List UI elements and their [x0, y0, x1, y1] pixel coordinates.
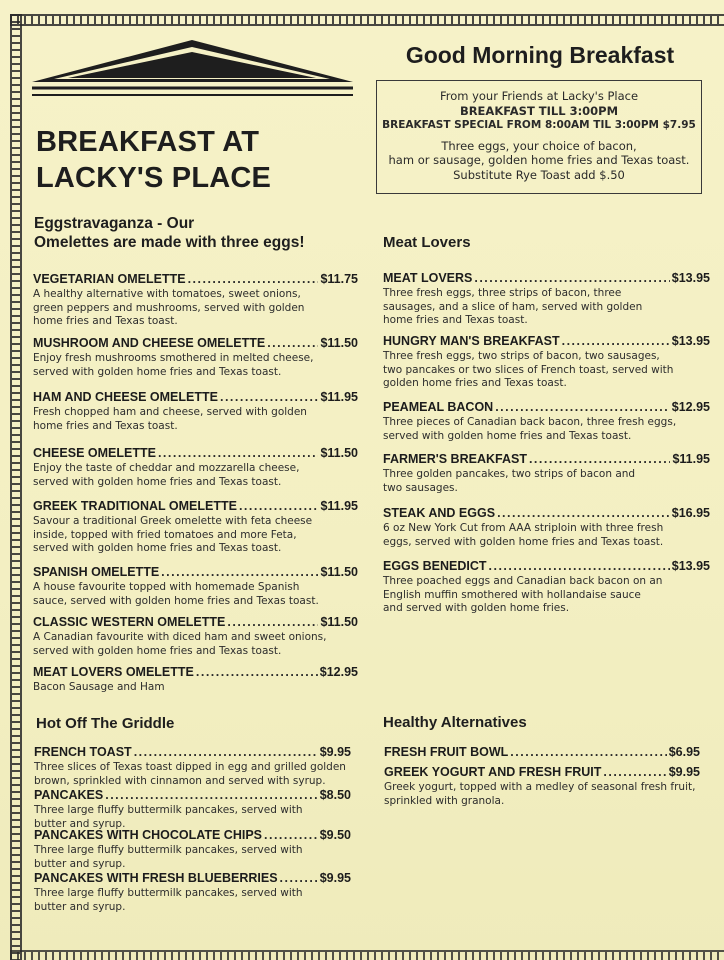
description-line: Three large fluffy buttermilk pancakes, served with — [34, 844, 303, 856]
menu-item-row — [383, 334, 710, 349]
menu-item-price: $13.95 — [671, 559, 710, 573]
menu-item-price: $9.95 — [668, 765, 700, 779]
dot-leader — [196, 665, 318, 680]
dot-leader — [603, 765, 666, 780]
menu-item-name: CLASSIC WESTERN OMELETTE — [33, 615, 226, 629]
menu-item-name: GREEK TRADITIONAL OMELETTE — [33, 499, 237, 513]
menu-item-name: HAM AND CHEESE OMELETTE — [33, 390, 218, 404]
dot-leader — [105, 788, 317, 803]
dot-leader — [134, 745, 318, 760]
dot-leader — [161, 565, 318, 580]
menu-item-row — [34, 745, 351, 760]
dot-leader — [495, 400, 670, 415]
dot-leader — [267, 336, 318, 351]
description-line: A house favourite topped with homemade Spanish — [33, 581, 300, 593]
description-line: Three large fluffy buttermilk pancakes, served with — [34, 804, 303, 816]
description-line: A Canadian favourite with diced ham and sweet onions, — [33, 631, 327, 643]
menu-item — [383, 400, 710, 443]
menu-item-description — [33, 631, 358, 658]
menu-item-price: $11.50 — [320, 446, 358, 460]
description-line: two sausages. — [383, 481, 458, 494]
menu-item-row — [33, 615, 358, 630]
menu-item — [33, 446, 358, 489]
description-line: English muffin smothered with hollandaise sauce — [383, 588, 641, 601]
dot-leader — [562, 334, 670, 349]
menu-item-row — [34, 788, 351, 803]
menu-item-price: $16.95 — [671, 506, 710, 520]
menu-item — [384, 745, 700, 760]
dot-leader — [280, 871, 318, 886]
menu-item-price: $13.95 — [671, 271, 710, 285]
menu-item-description — [34, 844, 351, 871]
menu-item-name: CHEESE OMELETTE — [33, 446, 156, 460]
dot-leader — [474, 271, 669, 286]
menu-item-price: $11.50 — [320, 565, 358, 579]
menu-item-description — [33, 406, 358, 433]
menu-item-description — [34, 887, 351, 914]
menu-item-row — [383, 271, 710, 286]
menu-item-name: SPANISH OMELETTE — [33, 565, 160, 579]
description-line: golden home fries and Texas toast. — [383, 377, 567, 389]
dot-leader — [239, 499, 319, 514]
menu-item-name: STEAK AND EGGS — [383, 506, 496, 520]
hours-line: BREAKFAST TILL 3:00PM — [459, 103, 619, 118]
menu-item — [34, 871, 351, 914]
dot-leader — [158, 446, 319, 461]
menu-item-description — [33, 352, 358, 379]
description-line: home fries and Texas toast. — [383, 314, 528, 326]
description-line: Savour a traditional Greek omelette with feta cheese — [33, 515, 313, 527]
description-line: served with golden home fries and Texas toast. — [383, 429, 632, 442]
menu-item-description — [383, 287, 710, 328]
special-desc-line-2: ham or sausage, golden home fries and Texas toast. — [388, 153, 690, 167]
dot-leader — [497, 506, 670, 521]
breakfast-special-box — [376, 80, 702, 194]
menu-item-name: GREEK YOGURT AND FRESH FRUIT — [384, 765, 602, 779]
dot-leader — [227, 615, 318, 630]
menu-item-name: MEAT LOVERS OMELETTE — [33, 665, 194, 679]
menu-item-price: $11.75 — [320, 272, 358, 286]
menu-item-price: $11.50 — [320, 336, 358, 350]
description-line: eggs, served with golden home fries and Texas toast. — [383, 535, 664, 548]
description-line: butter and syrup. — [34, 857, 126, 870]
omelettes-heading-line-1: Eggstravaganza - Our — [34, 215, 195, 232]
menu-item — [383, 559, 710, 616]
dot-leader — [188, 272, 319, 287]
omelettes-heading — [34, 214, 304, 252]
description-line: green peppers and mushrooms, served with golden — [33, 301, 305, 314]
menu-item-description — [383, 350, 710, 391]
special-desc-line-3: Substitute Rye Toast add $.50 — [453, 167, 625, 182]
description-line: Enjoy fresh mushrooms smothered in melted cheese, — [33, 352, 314, 364]
menu-item-name: FRESH FRUIT BOWL — [384, 745, 509, 759]
description-line: A healthy alternative with tomatoes, sweet onions, — [33, 288, 301, 300]
menu-item-description — [34, 804, 351, 831]
description-line: Bacon Sausage and Ham — [33, 681, 165, 693]
menu-item — [33, 665, 358, 695]
menu-item-row — [34, 828, 351, 843]
menu-item-price: $6.95 — [668, 745, 700, 759]
menu-item-description — [33, 462, 358, 489]
menu-item-name: FARMER'S BREAKFAST — [383, 452, 527, 466]
menu-item — [34, 788, 351, 831]
menu-item — [383, 271, 710, 328]
description-line: brown, sprinkled with cinnamon and served with syrup. — [34, 774, 326, 787]
dot-leader — [529, 452, 671, 467]
menu-item-row — [33, 272, 358, 287]
menu-item-row — [33, 336, 358, 351]
menu-item-name: PEAMEAL BACON — [383, 400, 494, 414]
menu-item-row — [383, 400, 710, 415]
menu-item-name: MUSHROOM AND CHEESE OMELETTE — [33, 336, 266, 350]
description-line: home fries and Texas toast. — [33, 315, 178, 327]
menu-item — [384, 765, 700, 808]
menu-item-price: $9.95 — [319, 871, 351, 885]
menu-item-row — [33, 446, 358, 461]
description-line: Three pieces of Canadian back bacon, three fresh eggs, — [383, 416, 677, 428]
description-line: Three fresh eggs, three strips of bacon, three — [383, 287, 622, 299]
dot-leader — [510, 745, 666, 760]
description-line: Three fresh eggs, two strips of bacon, two sausages, — [383, 350, 660, 362]
menu-item-description — [33, 581, 358, 608]
description-line: two pancakes or two slices of French toast, served with — [383, 363, 674, 376]
menu-item-name: HUNGRY MAN'S BREAKFAST — [383, 334, 560, 348]
menu-item — [33, 336, 358, 379]
description-line: served with golden home fries and Texas toast. — [33, 365, 282, 378]
menu-item-description — [34, 761, 351, 788]
healthy-heading: Healthy Alternatives — [383, 714, 527, 731]
special-line: BREAKFAST SPECIAL FROM 8:00AM TIL 3:00PM $7.95 — [382, 119, 696, 131]
menu-item — [34, 745, 351, 788]
menu-item-description — [33, 515, 358, 556]
menu-item — [33, 615, 358, 658]
menu-item-description — [383, 522, 710, 549]
dot-leader — [220, 390, 318, 405]
description-line: butter and syrup. — [34, 817, 126, 830]
description-line: 6 oz New York Cut from AAA striploin with three fresh — [383, 522, 664, 534]
friends-line: From your Friends at Lacky's Place — [439, 89, 639, 103]
description-line: served with golden home fries and Texas toast. — [33, 475, 282, 488]
description-line: and served with golden home fries. — [383, 602, 570, 614]
temple-roof-logo-icon — [30, 38, 355, 100]
menu-item-row — [33, 565, 358, 580]
menu-item-row — [34, 871, 351, 886]
menu-item-description — [384, 781, 700, 808]
description-line: served with golden home fries and Texas toast. — [33, 542, 282, 554]
description-line: Enjoy the taste of cheddar and mozzarella cheese, — [33, 462, 300, 474]
menu-item-name: PANCAKES WITH CHOCOLATE CHIPS — [34, 828, 263, 842]
menu-item-price: $9.50 — [319, 828, 351, 842]
good-morning-heading: Good Morning Breakfast — [405, 42, 675, 68]
description-line: Three poached eggs and Canadian back bacon on an — [383, 575, 663, 587]
greek-key-border-left — [10, 14, 22, 960]
menu-item-price: $11.95 — [320, 499, 358, 513]
omelettes-heading-line-2: Omelettes are made with three eggs! — [34, 234, 305, 251]
menu-item — [33, 499, 358, 556]
description-line: Three golden pancakes, two strips of bacon and — [383, 468, 636, 480]
menu-item-name: VEGETARIAN OMELETTE — [33, 272, 186, 286]
menu-item — [33, 272, 358, 329]
menu-item-price: $12.95 — [671, 400, 710, 414]
menu-item-description — [33, 288, 358, 329]
menu-item-name: EGGS BENEDICT — [383, 559, 487, 573]
menu-item — [383, 334, 710, 391]
description-line: home fries and Texas toast. — [33, 419, 178, 432]
menu-item-row — [384, 765, 700, 780]
menu-item-name: PANCAKES — [34, 788, 104, 802]
griddle-heading: Hot Off The Griddle — [36, 715, 175, 732]
menu-item-row — [33, 499, 358, 514]
dot-leader — [489, 559, 670, 574]
menu-item-row — [33, 665, 358, 680]
menu-item-description — [383, 468, 710, 495]
menu-item-name: PANCAKES WITH FRESH BLUEBERRIES — [34, 871, 278, 885]
menu-item-price: $8.50 — [319, 788, 351, 802]
menu-item-row — [383, 452, 710, 467]
menu-item — [34, 828, 351, 871]
dot-leader — [264, 828, 318, 843]
meat-lovers-heading: Meat Lovers — [383, 234, 471, 251]
menu-item-price: $13.95 — [671, 334, 710, 348]
menu-item-description — [383, 575, 710, 616]
description-line: butter and syrup. — [34, 900, 126, 913]
menu-item-description — [383, 416, 710, 443]
special-desc-line-1: Three eggs, your choice of bacon, — [441, 138, 637, 153]
restaurant-title — [36, 124, 336, 196]
title-line-1: BREAKFAST AT — [36, 126, 260, 158]
menu-item-name: FRENCH TOAST — [34, 745, 132, 759]
menu-item — [383, 452, 710, 495]
menu-item-price: $11.95 — [320, 390, 358, 404]
description-line: Three large fluffy buttermilk pancakes, served with — [34, 887, 303, 899]
description-line: served with golden home fries and Texas toast. — [33, 644, 282, 657]
title-line-2: LACKY'S PLACE — [36, 162, 272, 194]
menu-item — [383, 506, 710, 549]
description-line: Fresh chopped ham and cheese, served with golden — [33, 406, 307, 418]
description-line: sauce, served with golden home fries and Texas toast. — [33, 594, 319, 607]
menu-item-price: $9.95 — [319, 745, 351, 759]
menu-item-description — [33, 681, 358, 695]
menu-item-price: $12.95 — [319, 665, 358, 679]
description-line: Greek yogurt, topped with a medley of seasonal fresh fruit, — [384, 781, 696, 793]
greek-key-border-bottom — [10, 950, 724, 960]
menu-item-name: MEAT LOVERS — [383, 271, 473, 285]
description-line: sprinkled with granola. — [384, 794, 505, 807]
menu-item-row — [384, 745, 700, 760]
menu-item-row — [33, 390, 358, 405]
description-line: sausages, and a slice of ham, served with golden — [383, 300, 643, 313]
description-line: Three slices of Texas toast dipped in egg and grilled golden — [34, 761, 346, 773]
menu-item-row — [383, 559, 710, 574]
description-line: inside, topped with fried tomatoes and more Feta, — [33, 528, 297, 541]
menu-item — [33, 565, 358, 608]
menu-item-price: $11.95 — [672, 452, 710, 466]
menu-item-row — [383, 506, 710, 521]
greek-key-border-top — [10, 14, 724, 26]
menu-item — [33, 390, 358, 433]
menu-item-price: $11.50 — [320, 615, 358, 629]
